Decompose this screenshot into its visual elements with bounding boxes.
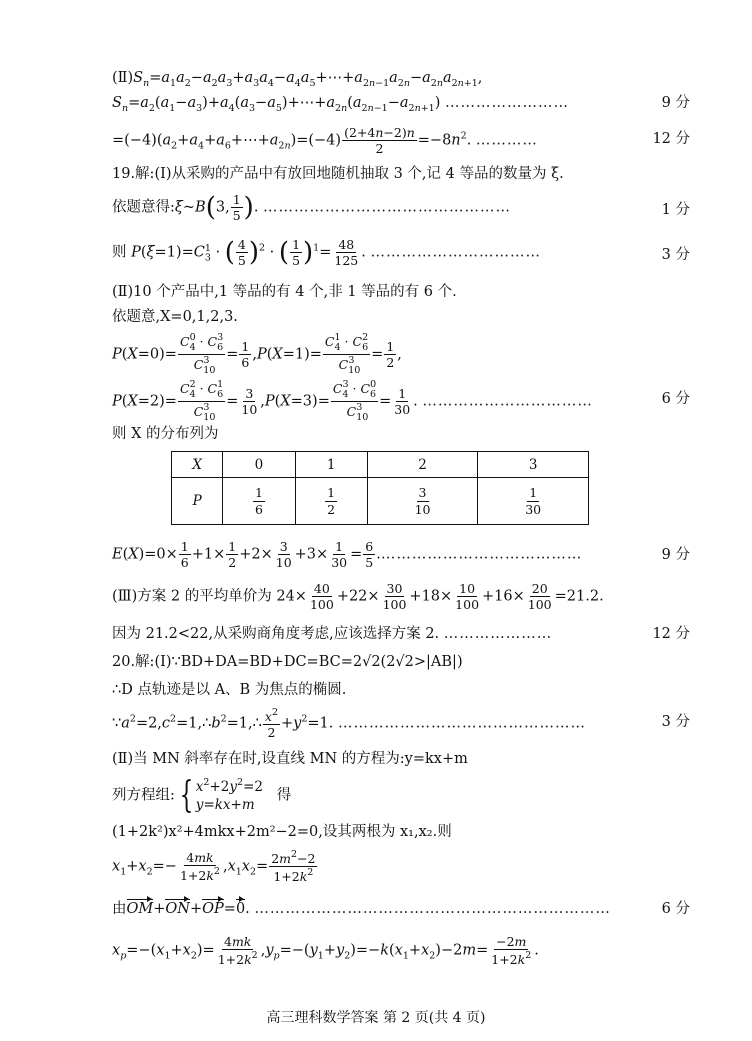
solution-line-product-counts: (Ⅱ)10 个产品中,1 等品的有 4 个,非 1 等品的有 6 个. <box>112 284 457 300</box>
solution-line-ellipse: ∴D 点轨迹是以 A、B 为焦点的椭圆. <box>112 682 347 698</box>
score-1: 1 分 <box>661 202 690 218</box>
table-row <box>172 452 589 478</box>
solution-line-sn-result: $=(-4)(a_2+a_4+a_6+\cdots+a_{2n})=(-4)$ $\frac{(2+4n-2)n}{2}$ $=-8n^2$. ………… <box>112 125 538 157</box>
table-header-cell: 0 <box>223 452 295 478</box>
distribution-table <box>171 451 589 525</box>
solution-line-vector-sum: 由OM+ON+OP=0. …………………………………………………………… <box>112 901 611 917</box>
solution-line-line-mn: (Ⅱ)当 MN 斜率存在时,设直线 MN 的方程为:y=kx+m <box>112 751 468 767</box>
score-9: 9 分 <box>661 95 690 111</box>
score-9: 9 分 <box>661 547 690 563</box>
solution-line-x-values: 依题意,X=0,1,2,3. <box>112 309 238 325</box>
table-cell: $\frac{1}{2}$ <box>295 478 367 525</box>
table-header-cell: 1 <box>295 452 367 478</box>
table-cell: $\frac{3}{10}$ <box>367 478 478 525</box>
page-footer: 高三理科数学答案 第 2 页(共 4 页) <box>266 1010 486 1026</box>
score-3: 3 分 <box>661 247 690 263</box>
solution-line-distribution-intro: 则 X 的分布列为 <box>112 426 219 442</box>
score-6: 6 分 <box>661 901 690 917</box>
problem-19-intro: 19.解:(Ⅰ)从采购的产品中有放回地随机抽取 3 个,记 4 等品的数量为 ξ. <box>112 166 564 182</box>
solution-line-vieta: $x_1+x_2=-$ $\frac{4mk}{1+2k^2}$ $,x_1x_2=$ $\frac{2m^2-2}{1+2k^2}$ <box>112 849 316 885</box>
solution-line-binomial: 依题意得:ξ~B(3, $\frac{1}{5}$ ). ………………………………………… <box>112 192 512 224</box>
solution-line-p-x2-x3: P(X=2)= $\frac{C_4^2 \cdot C_6^1}{C_{10}^3}$ = $\frac{3}{10}$ ,P(X=3)= $\frac{C_4^3 \cdot C_6^0}{C_{10}^3}$ = $\frac{1}{30}$ . …………………………… <box>112 379 593 423</box>
score-12: 12 分 <box>652 131 690 147</box>
solution-line-system: 列方程组: { $x^2+2y^2=2$ y=kx+m 得 <box>112 774 292 816</box>
table-cell: $\frac{1}{30}$ <box>478 478 589 525</box>
score-3: 3 分 <box>661 714 690 730</box>
solution-line-sn-grouped: $S_n=a_2(a_1-a_3)+a_4(a_3-a_5)+\cdots+a_{2n}(a_{2n-1}-a_{2n+1})$ …………………… <box>112 95 569 114</box>
solution-line-average-price: (Ⅲ)方案 2 的平均单价为 24× $\frac{40}{100}$ +22× $\frac{30}{100}$ +18× $\frac{10}{100}$ +16× $\frac{20}{100}$ =21.2. <box>112 581 604 613</box>
table-header-cell: 2 <box>367 452 478 478</box>
solution-line-conclusion: 因为 21.2<22,从采购商角度考虑,应该选择方案 2. ………………… <box>112 626 553 642</box>
table-row <box>172 478 589 525</box>
score-6: 6 分 <box>661 391 690 407</box>
problem-20-intro: 20.解:(Ⅰ)∵BD+DA=BD+DC=BC=2√2(2√2>|AB|) <box>112 654 463 670</box>
solution-line-expectation: E(X)=0× $\frac{1}{6}$ +1× $\frac{1}{2}$ +2× $\frac{3}{10}$ +3× $\frac{1}{30}$ = $\frac{6}{5}$ .………………………………… <box>112 539 583 571</box>
solution-line-sn-definition: $(Ⅱ)S_n=a_1a_2-a_2a_3+a_3a_4-a_4a_5+\cdots+a_{2n-1}a_{2n}-a_{2n}a_{2n+1}$, <box>112 70 483 89</box>
score-12: 12 分 <box>652 626 690 642</box>
table-header-cell: X <box>172 452 223 478</box>
table-cell: $\frac{1}{6}$ <box>223 478 295 525</box>
solution-line-p-xi-1: 则 $P(\xi=1)=C_3^1$ · ( $\frac{4}{5}$ )$^2$ · ( $\frac{1}{5}$ )$^1$= $\frac{48}{125}$ . …………………………… <box>112 237 541 269</box>
solution-line-p-x0-x1: P(X=0)= $\frac{C_4^0 \cdot C_6^3}{C_{10}^3}$ = $\frac{1}{6}$ ,P(X=1)= $\frac{C_4^1 \cdot C_6^2}{C_{10}^3}$ = $\frac{1}{2}$ , <box>112 332 402 376</box>
solution-line-ellipse-equation: $\because a^2=2,c^2=1,\therefore b^2=1,\therefore$ $\frac{x^2}{2}$ $+y^2=1$. ………………………………………… <box>112 707 586 741</box>
solution-line-point-p: $x_p=-(x_1+x_2)=$ $\frac{4mk}{1+2k^2}$ $,y_p=-(y_1+y_2)=-k(x_1+x_2)-2m=$ $\frac{-2m}{1+2k^2}$ . <box>112 934 539 968</box>
table-header-cell: 3 <box>478 452 589 478</box>
table-row-label: P <box>172 478 223 525</box>
solution-line-quadratic: (1+2k²)x²+4mkx+2m²−2=0,设其两根为 x₁,x₂.则 <box>112 824 452 840</box>
